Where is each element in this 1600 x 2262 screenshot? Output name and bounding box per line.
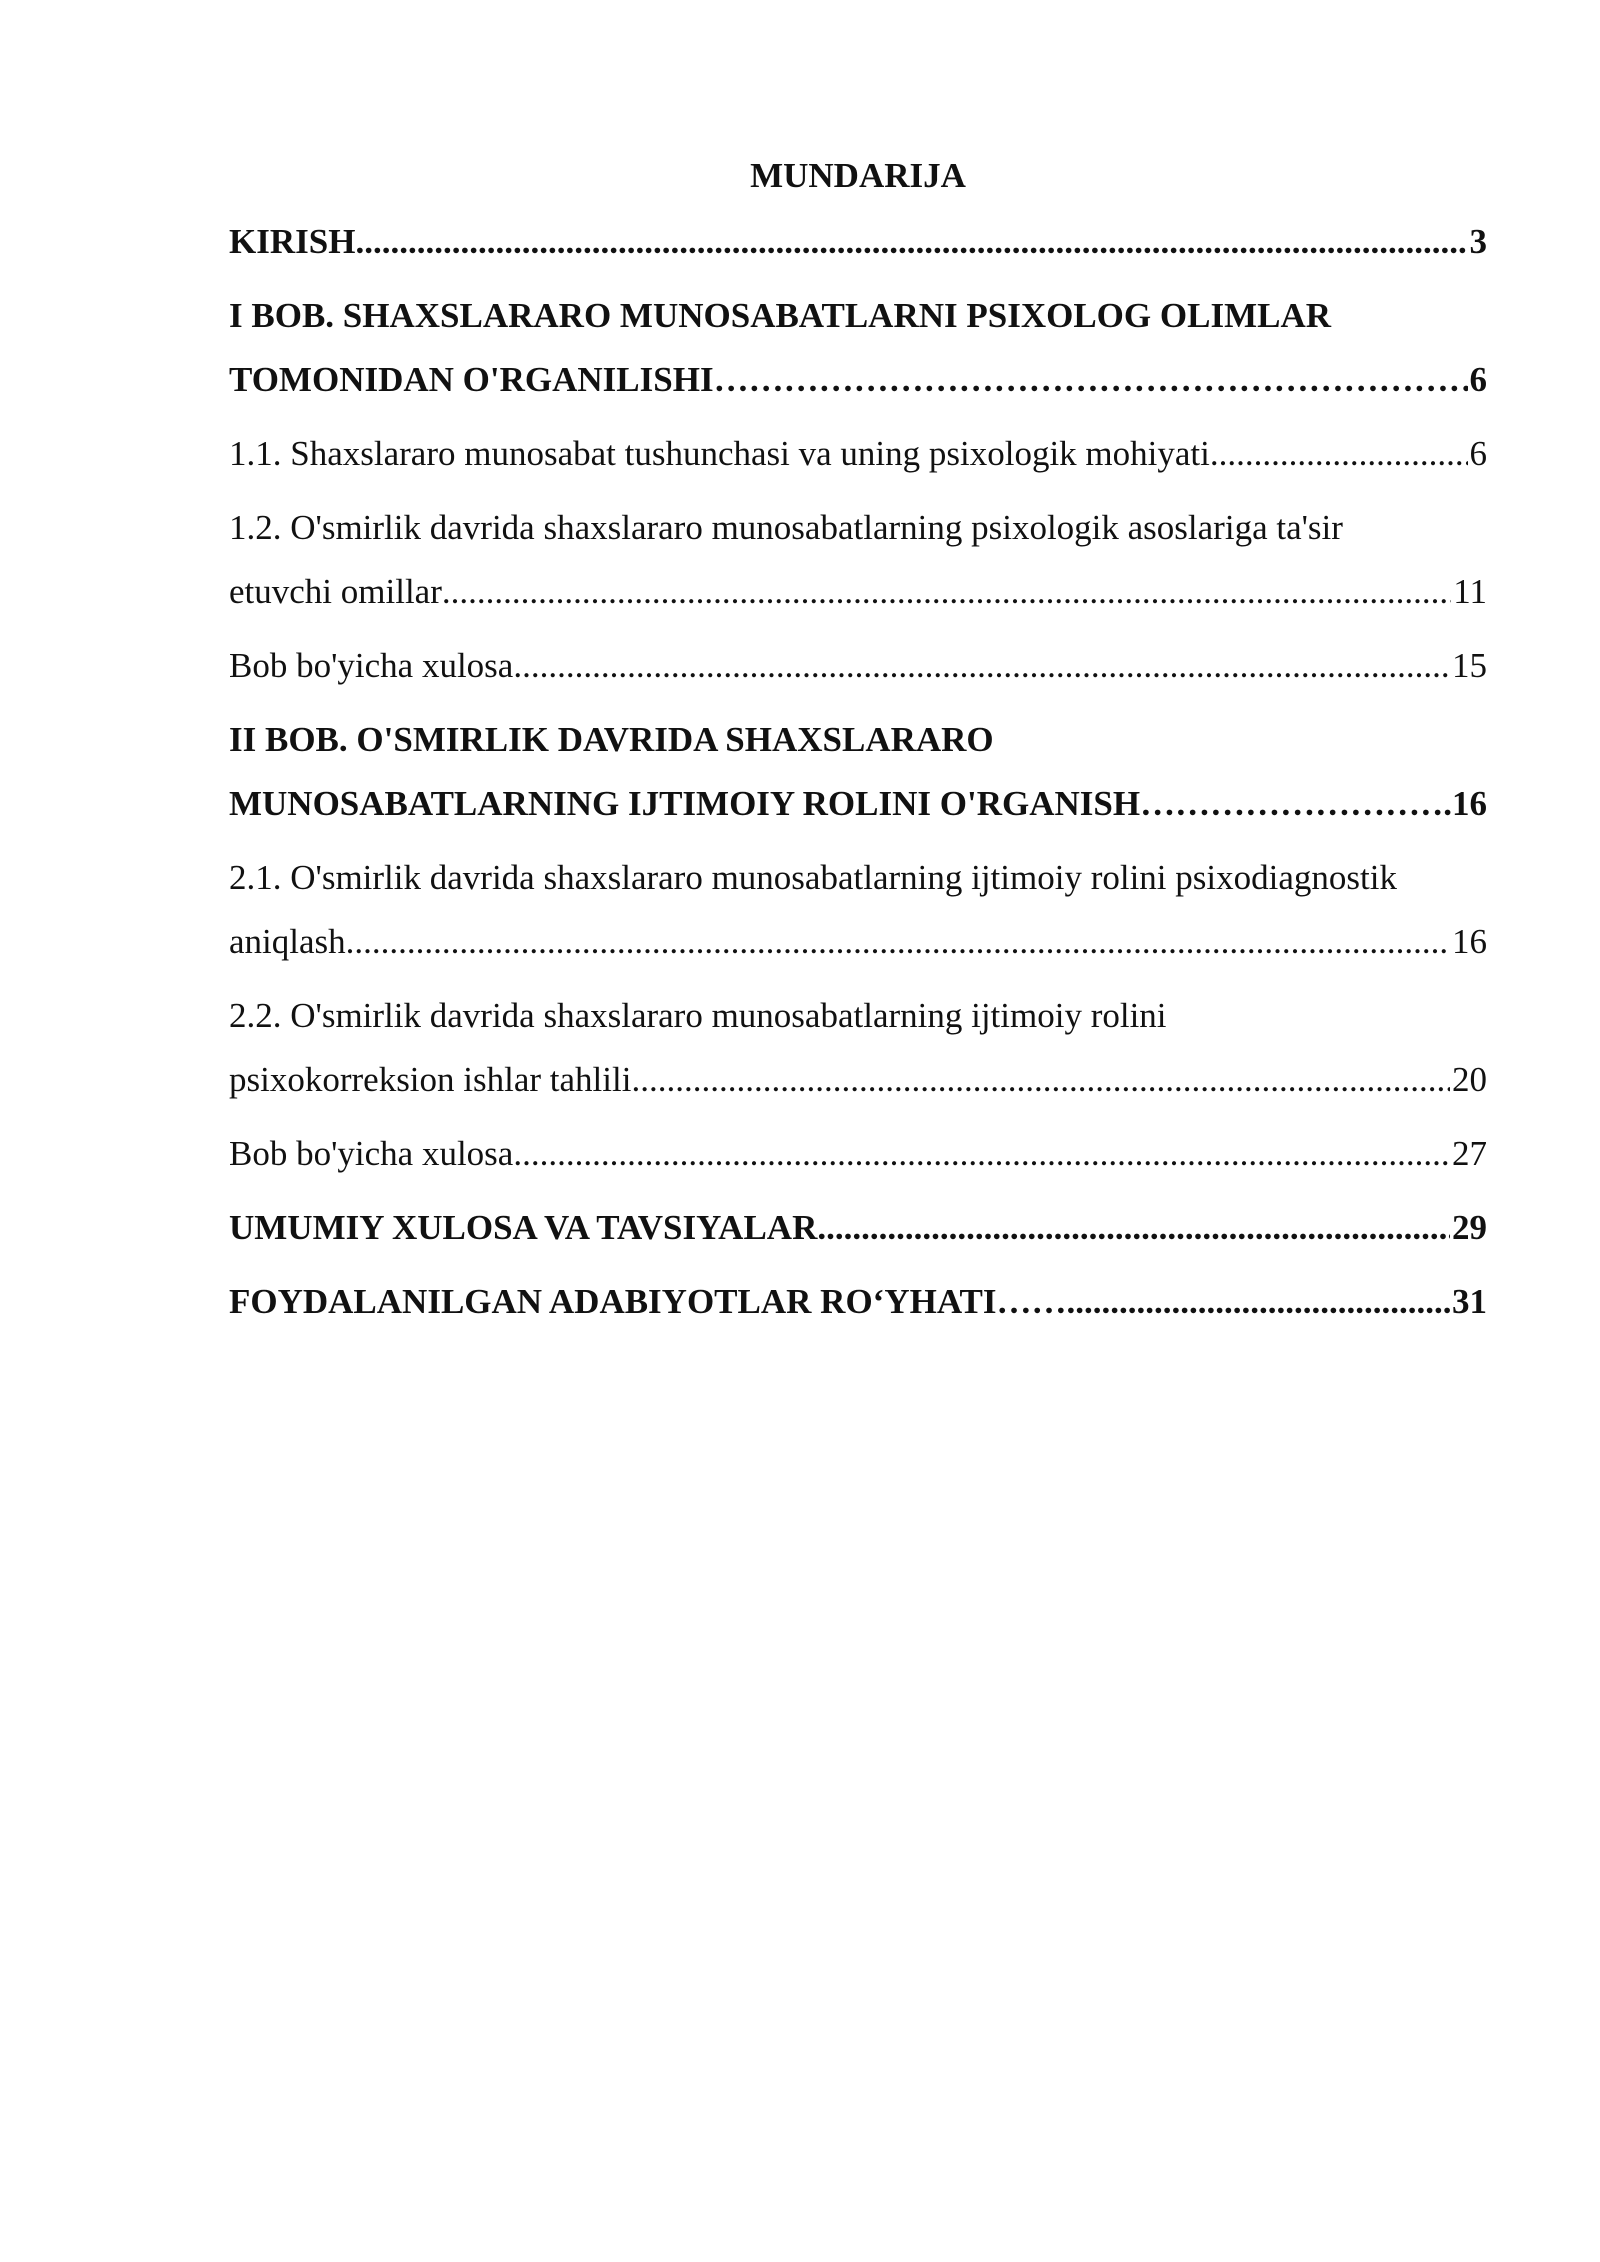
toc-entry-section-1-2[interactable] xyxy=(229,496,1487,624)
toc-entry-kirish[interactable] xyxy=(229,210,1487,274)
toc-leader xyxy=(1210,422,1468,486)
toc-leader xyxy=(1140,772,1441,836)
toc-leader xyxy=(817,1196,1450,1260)
toc-entry-title: KIRISH xyxy=(229,222,356,261)
toc-entry-chapter-2[interactable] xyxy=(229,708,1487,836)
toc-entry-title-line: II BOB. O'SMIRLIK DAVRIDA SHAXSLARARO xyxy=(229,720,994,759)
toc-page-number: 29 xyxy=(1452,1208,1487,1247)
toc-entry-section-2-1[interactable] xyxy=(229,846,1487,974)
table-of-contents xyxy=(229,150,1487,1344)
toc-entry-title-line: 1.2. O'smirlik davrida shaxslararo munosabatlarning psixologik asoslariga ta'sir xyxy=(229,508,1343,547)
toc-entry-title: MUNOSABATLARNING IJTIMOIY ROLINI O'RGANISH xyxy=(229,784,1141,823)
toc-entry-title: FOYDALANILGAN ADABIYOTLAR RO‘YHATI…… xyxy=(229,1282,1067,1321)
toc-page-number: 20 xyxy=(1452,1060,1487,1099)
toc-entry-bibliography[interactable] xyxy=(229,1270,1487,1334)
toc-leader xyxy=(442,560,1451,624)
toc-entry-title: Bob bo'yicha xulosa xyxy=(229,646,514,685)
toc-entry-title-line: 2.2. O'smirlik davrida shaxslararo munosabatlarning ijtimoiy rolini xyxy=(229,996,1167,1035)
toc-leader xyxy=(355,210,1467,274)
toc-entry-chapter-2-conclusion[interactable] xyxy=(229,1122,1487,1186)
toc-entry-title: etuvchi omillar xyxy=(229,572,442,611)
toc-leader xyxy=(1066,1270,1450,1334)
toc-page-number: 6 xyxy=(1469,360,1487,399)
toc-leader xyxy=(714,348,1468,412)
toc-entry-title: TOMONIDAN O'RGANILISHI xyxy=(229,360,714,399)
toc-entry-section-1-1[interactable] xyxy=(229,422,1487,486)
toc-page-number: 16 xyxy=(1452,922,1487,961)
toc-page-number: 15 xyxy=(1452,646,1487,685)
toc-leader xyxy=(513,634,1450,698)
toc-entry-general-conclusions[interactable] xyxy=(229,1196,1487,1260)
toc-page-number: 11 xyxy=(1453,572,1487,611)
toc-page-number: .16 xyxy=(1443,784,1487,823)
toc-entry-chapter-1[interactable] xyxy=(229,284,1487,412)
toc-entry-title-line: 2.1. O'smirlik davrida shaxslararo munosabatlarning ijtimoiy rolini psixodiagnostik xyxy=(229,858,1397,897)
toc-leader xyxy=(346,910,1450,974)
toc-page-number: 27 xyxy=(1452,1134,1487,1173)
toc-entry-section-2-2[interactable] xyxy=(229,984,1487,1112)
toc-leader xyxy=(631,1048,1450,1112)
toc-entry-title: UMUMIY XULOSA VA TAVSIYALAR xyxy=(229,1208,818,1247)
toc-entry-title: aniqlash xyxy=(229,922,346,961)
toc-entry-title: psixokorreksion ishlar tahlili xyxy=(229,1060,632,1099)
toc-title: MUNDARIJA xyxy=(750,156,966,195)
toc-entry-title: 1.1. Shaxslararo munosabat tushunchasi va uning psixologik mohiyati xyxy=(229,434,1210,473)
toc-entry-chapter-1-conclusion[interactable] xyxy=(229,634,1487,698)
toc-page-number: 6 xyxy=(1469,434,1487,473)
toc-page-number: 3 xyxy=(1469,222,1487,261)
toc-entry-title: Bob bo'yicha xulosa xyxy=(229,1134,514,1173)
toc-entry-title-line: I BOB. SHAXSLARARO MUNOSABATLARNI PSIXOLOG OLIMLAR xyxy=(229,296,1332,335)
toc-page-number: 31 xyxy=(1452,1282,1487,1321)
toc-leader xyxy=(513,1122,1450,1186)
